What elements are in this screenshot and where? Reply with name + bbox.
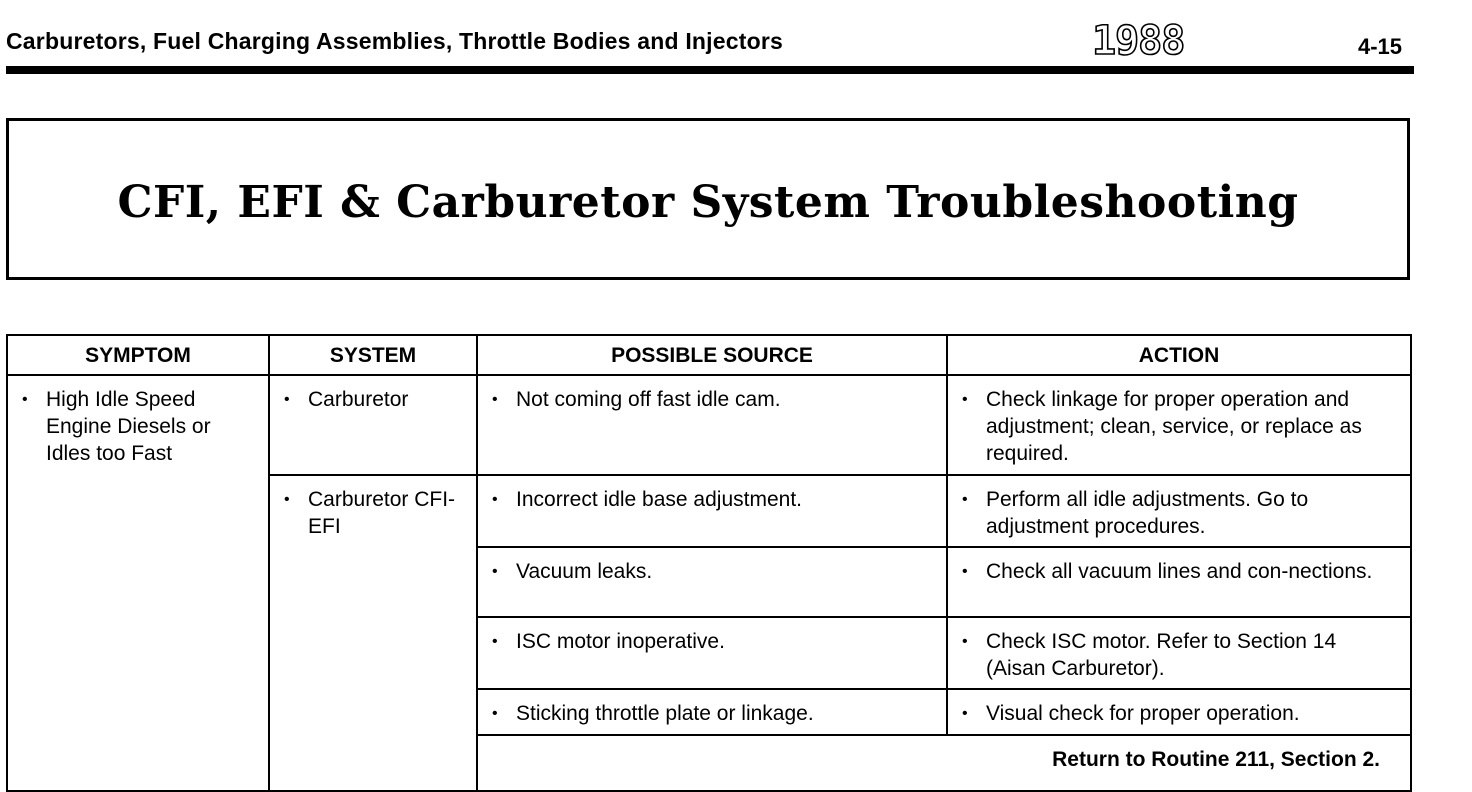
source-cell [477,547,947,617]
page-number: 4-15 [1358,34,1403,59]
action-text: Perform all idle adjustments. Go to adjustment procedures. [986,488,1309,538]
return-routine-note: Return to Routine 211, Section 2. [477,735,1411,791]
source-cell [477,375,947,475]
header-rule [6,66,1414,74]
bullet-icon: • [962,563,968,580]
table-row [7,375,1411,475]
source-text: ISC motor inoperative. [516,630,725,653]
bullet-icon: • [284,491,290,508]
system-cell [269,375,477,475]
column-header-possible-source: POSSIBLE SOURCE [477,335,947,375]
action-cell [947,547,1411,617]
system-text: Carburetor [308,388,409,411]
action-text: Check all vacuum lines and con-nections. [986,560,1373,583]
symptom-text: High Idle Speed Engine Diesels or Idles too Fast [46,388,211,465]
source-cell [477,475,947,547]
bullet-icon: • [492,633,498,650]
source-text: Incorrect idle base adjustment. [516,488,802,511]
action-text: Check linkage for proper operation and adjustment; clean, service, or replace as required. [986,388,1362,465]
model-year: 1988 [1092,18,1185,64]
source-text: Not coming off fast idle cam. [516,388,781,411]
system-cell [269,475,477,791]
bullet-icon: • [492,563,498,580]
document-title: CFI, EFI & Carburetor System Troubleshooting [117,176,1299,228]
source-text: Vacuum leaks. [516,560,653,583]
bullet-icon: • [284,391,290,408]
action-text: Check ISC motor. Refer to Section 14 (Aisan Carburetor). [986,630,1337,680]
source-cell [477,689,947,735]
symptom-cell [7,375,269,791]
source-cell [477,617,947,689]
action-cell [947,617,1411,689]
source-text: Sticking throttle plate or linkage. [516,702,814,725]
action-text: Visual check for proper operation. [986,702,1300,725]
bullet-icon: • [492,391,498,408]
bullet-icon: • [962,391,968,408]
system-text: Carburetor CFI-EFI [308,488,456,538]
column-header-symptom: SYMPTOM [7,335,269,375]
action-cell [947,689,1411,735]
running-header-title: Carburetors, Fuel Charging Assemblies, Throttle Bodies and Injectors [6,28,784,54]
title-box [6,118,1410,280]
troubleshooting-table [6,334,1412,792]
action-cell [947,375,1411,475]
bullet-icon: • [492,705,498,722]
column-header-system: SYSTEM [269,335,477,375]
bullet-icon: • [962,705,968,722]
action-cell [947,475,1411,547]
table-header-row [7,335,1411,375]
bullet-icon: • [492,491,498,508]
bullet-icon: • [22,391,28,408]
bullet-icon: • [962,491,968,508]
bullet-icon: • [962,633,968,650]
column-header-action: ACTION [947,335,1411,375]
